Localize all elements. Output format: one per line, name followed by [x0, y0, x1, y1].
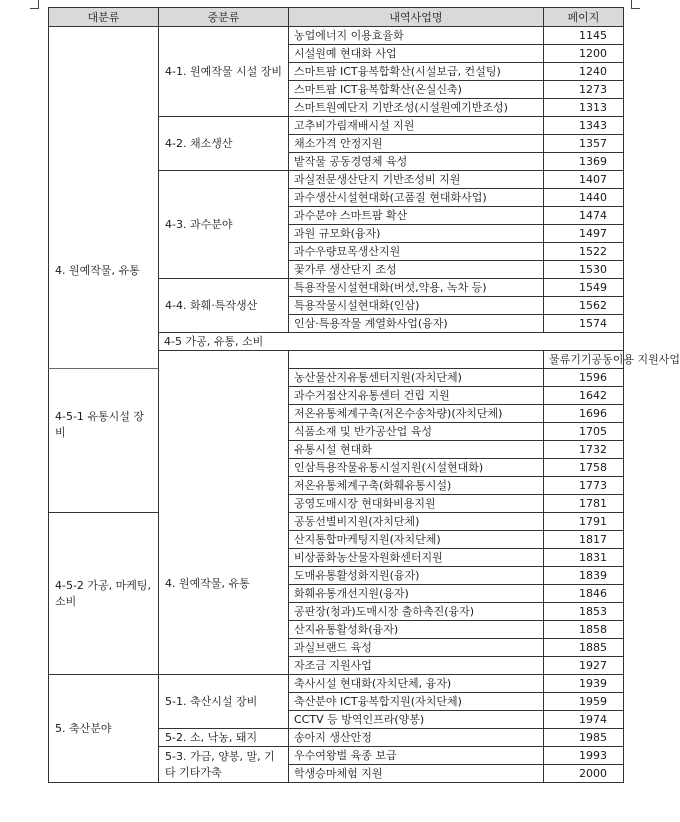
item-page: 1313	[544, 99, 624, 117]
item-name: 인삼특용작물유통시설지원(시설현대화)	[289, 459, 544, 477]
item-name: 농산물산지유통센터지원(자치단체)	[289, 369, 544, 387]
item-page: 1549	[544, 279, 624, 297]
item-page: 1773	[544, 477, 624, 495]
item-page: 1200	[544, 45, 624, 63]
item-name: 채소가격 안정지원	[289, 135, 544, 153]
middle-category: 4-3. 과수분야	[159, 171, 289, 279]
item-name: 시설원예 현대화 사업	[289, 45, 544, 63]
item-name: 비상품화농산물자원화센터지원	[289, 549, 544, 567]
item-page: 1407	[544, 171, 624, 189]
item-name: 과수분야 스마트팜 확산	[289, 207, 544, 225]
item-page: 1696	[544, 405, 624, 423]
item-page: 1343	[544, 117, 624, 135]
item-page: 1145	[544, 27, 624, 45]
item-page: 1885	[544, 639, 624, 657]
item-name: CCTV 등 방역인프라(양봉)	[289, 711, 544, 729]
major-category: 4. 원예작물, 유통	[49, 27, 159, 369]
table-row	[49, 27, 624, 45]
item-name: 산지유통활성화(융자)	[289, 621, 544, 639]
middle-category-blank	[289, 351, 544, 369]
item-page: 1927	[544, 657, 624, 675]
item-page: 1781	[544, 495, 624, 513]
item-page: 1831	[544, 549, 624, 567]
item-name: 자조금 지원사업	[289, 657, 544, 675]
item-name: 도매유통활성화지원(융자)	[289, 567, 544, 585]
middle-category: 5-2. 소, 낙농, 돼지	[159, 729, 289, 747]
item-page: 1522	[544, 243, 624, 261]
item-name: 공동선별비지원(자치단체)	[289, 513, 544, 531]
table-row	[49, 513, 624, 531]
item-page: 1858	[544, 621, 624, 639]
item-page: 1959	[544, 693, 624, 711]
item-name: 저온유통체계구축(화훼유통시설)	[289, 477, 544, 495]
item-page: 1732	[544, 441, 624, 459]
item-page: 1440	[544, 189, 624, 207]
item-name: 유통시설 현대화	[289, 441, 544, 459]
item-name: 학생승마체험 지원	[289, 765, 544, 783]
crop-mark	[30, 8, 39, 9]
header-middle: 중분류	[159, 8, 289, 27]
item-page: 1974	[544, 711, 624, 729]
crop-mark	[38, 0, 39, 8]
item-page: 1574	[544, 315, 624, 333]
item-page: 1985	[544, 729, 624, 747]
crop-mark	[631, 0, 632, 8]
item-page: 1839	[544, 567, 624, 585]
item-name: 과실브랜드 육성	[289, 639, 544, 657]
item-page: 1357	[544, 135, 624, 153]
item-page: 1817	[544, 531, 624, 549]
item-name: 공판장(청과)도매시장 출하촉진(융자)	[289, 603, 544, 621]
item-page: 1993	[544, 747, 624, 765]
major-category: 4. 원예작물, 유통	[159, 351, 289, 675]
middle-category: 4-1. 원예작물 시설 장비	[159, 27, 289, 117]
crop-mark	[631, 8, 640, 9]
item-page: 1497	[544, 225, 624, 243]
middle-category-merged: 4-5 가공, 유통, 소비	[159, 333, 624, 351]
header-major: 대분류	[49, 8, 159, 27]
middle-category: 5-3. 가금, 양봉, 말, 기타 기타가축	[159, 747, 289, 783]
item-name: 스마트팜 ICT융복합확산(온실신축)	[289, 81, 544, 99]
item-name: 우수여왕벌 육종 보급	[289, 747, 544, 765]
item-name: 화훼유통개선지원(융자)	[289, 585, 544, 603]
item-page: 1369	[544, 153, 624, 171]
item-name: 꽃가루 생산단지 조성	[289, 261, 544, 279]
item-page: 1474	[544, 207, 624, 225]
item-page: 1596	[544, 369, 624, 387]
item-name: 축사시설 현대화(자치단체, 융자)	[289, 675, 544, 693]
item-name: 인삼·특용작물 계열화사업(융자)	[289, 315, 544, 333]
item-name: 고추비가림재배시설 지원	[289, 117, 544, 135]
table-row	[49, 675, 624, 693]
item-name: 과원 규모화(융자)	[289, 225, 544, 243]
major-category: 5. 축산분야	[49, 675, 159, 783]
middle-category: 4-5-1 유통시설 장비	[49, 369, 159, 513]
item-name: 농업에너지 이용효율화	[289, 27, 544, 45]
item-name: 특용작물시설현대화(버섯,약용, 녹차 등)	[289, 279, 544, 297]
item-name: 과수생산시설현대화(고품질 현대화사업)	[289, 189, 544, 207]
middle-category: 4-4. 화훼·특작생산	[159, 279, 289, 333]
item-page: 1846	[544, 585, 624, 603]
item-name: 산지통합마케팅지원(자치단체)	[289, 531, 544, 549]
middle-category: 5-1. 축산시설 장비	[159, 675, 289, 729]
item-name: 특용작물시설현대화(인삼)	[289, 297, 544, 315]
item-name: 과수우량묘목생산지원	[289, 243, 544, 261]
item-name: 스마트팜 ICT융복합확산(시설보급, 컨설팅)	[289, 63, 544, 81]
budget-index-table	[48, 7, 680, 783]
middle-category: 4-2. 채소생산	[159, 117, 289, 171]
item-page: 1939	[544, 675, 624, 693]
item-name: 과실전문생산단지 기반조성비 지원	[289, 171, 544, 189]
header-row	[49, 8, 624, 27]
item-page: 2000	[544, 765, 624, 783]
item-page: 1240	[544, 63, 624, 81]
item-name: 저온유통체계구축(저온수송차량)(자치단체)	[289, 405, 544, 423]
item-page: 1273	[544, 81, 624, 99]
item-page: 1562	[544, 297, 624, 315]
item-name: 축산분야 ICT융복합지원(자치단체)	[289, 693, 544, 711]
item-name: 공영도매시장 현대화비용지원	[289, 495, 544, 513]
item-name: 식품소재 및 반가공산업 육성	[289, 423, 544, 441]
item-page: 1642	[544, 387, 624, 405]
item-page: 1530	[544, 261, 624, 279]
header-item: 내역사업명	[289, 8, 544, 27]
item-name: 과수거점산지유통센터 건립 지원	[289, 387, 544, 405]
item-name: 밭작물 공동경영체 육성	[289, 153, 544, 171]
item-name: 물류기기공동이용 지원사업	[544, 351, 624, 369]
middle-category: 4-5-2 가공, 마케팅, 소비	[49, 513, 159, 675]
header-page: 페이지	[544, 8, 624, 27]
item-page: 1853	[544, 603, 624, 621]
item-name: 송아지 생산안정	[289, 729, 544, 747]
item-page: 1791	[544, 513, 624, 531]
table-row	[49, 369, 624, 387]
item-name: 스마트원예단지 기반조성(시설원예기반조성)	[289, 99, 544, 117]
item-page: 1758	[544, 459, 624, 477]
item-page: 1705	[544, 423, 624, 441]
